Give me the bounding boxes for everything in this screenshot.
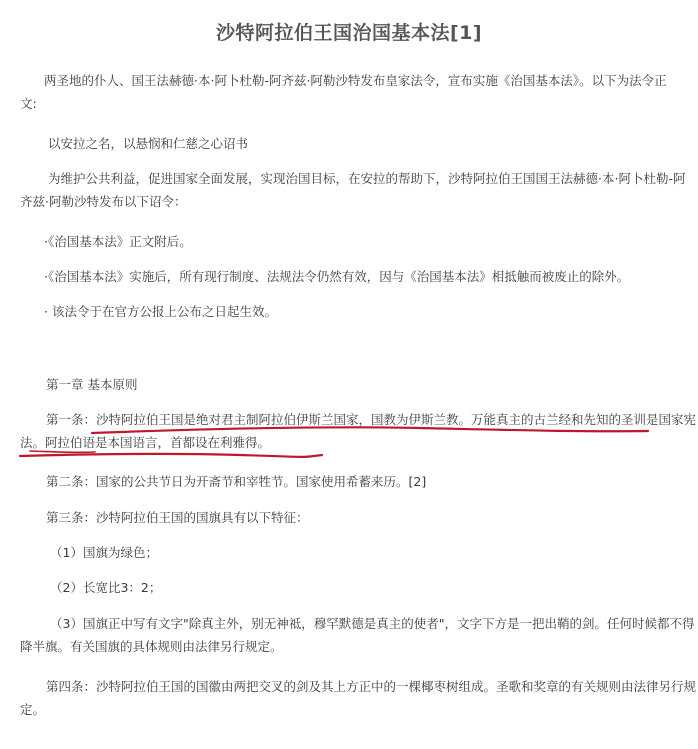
list-item: ·《治国基本法》实施后，所有现行制度、法规法令仍然有效，因与《治国基本法》相抵触而被废止的除外。 [44, 269, 630, 284]
flag-item-1: （1）国旗为绿色； [50, 545, 158, 560]
article-1-line-1: 第一条：沙特阿拉伯王国是绝对君主制阿拉伯伊斯兰国家，国教为伊斯兰教。万能真主的古兰经和先知的圣训是国家宪 [46, 412, 697, 427]
list-item: · 该法令于在官方公报上公布之日起生效。 [44, 304, 277, 319]
decree-line-2: 齐兹·阿勒沙特发布以下诏令： [20, 194, 187, 209]
invocation: 以安拉之名，以悬悯和仁慈之心诏书 [48, 136, 249, 151]
document-title: 沙特阿拉伯王国治国基本法[1] [215, 22, 483, 44]
flag-item-3-line-2: 降半旗。有关国旗的具体规则由法律另行规定。 [20, 639, 283, 654]
intro-line-1: 两圣地的仆人、国王法赫德·本·阿卜杜勒-阿齐兹·阿勒沙特发布皇家法令，宣布实施《治国基本法》。以下为法令正 [44, 73, 667, 88]
article-3: 第三条：沙特阿拉伯王国的国旗具有以下特征： [46, 510, 309, 525]
flag-item-3-line-1: （3）国旗正中写有文字"除真主外，别无神祗，穆罕默德是真主的使者"，文字下方是一把出鞘的剑。任何时候都不得 [50, 616, 695, 631]
article-2: 第二条：国家的公共节日为开斋节和宰牲节。国家使用希蓄来历。[2] [46, 474, 427, 489]
chapter-heading: 第一章 基本原则 [46, 377, 138, 392]
article-1-line-2: 法。阿拉伯语是本国语言，首都设在利雅得。 [20, 435, 271, 450]
article-4-line-1: 第四条：沙特阿拉伯王国的国徽由两把交叉的剑及其上方正中的一棵椰枣树组成。圣歌和奖章的有关规则由法律另行规 [46, 679, 697, 694]
flag-item-2: （2）长宽比3：2； [50, 580, 162, 595]
intro-line-2: 文: [20, 96, 37, 111]
underline-stroke-2 [20, 454, 322, 457]
decree-line-1: 为维护公共利益，促进国家全面发展，实现治国目标，在安拉的帮助下，沙特阿拉伯王国国王法赫德·本·阿卜杜勒-阿 [48, 171, 686, 186]
article-4-line-2: 定。 [20, 702, 46, 717]
list-item: ·《治国基本法》正文附后。 [44, 234, 192, 249]
